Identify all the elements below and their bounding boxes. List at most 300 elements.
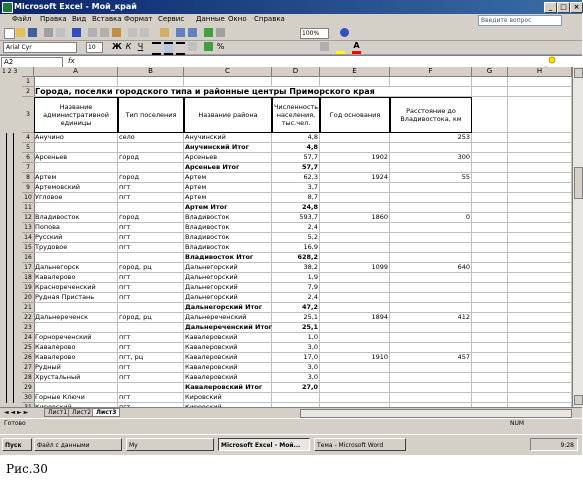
- column-header-c[interactable]: C: [184, 67, 272, 77]
- cell-district[interactable]: Артем: [184, 183, 272, 193]
- row-header[interactable]: 14: [22, 233, 35, 243]
- row-header[interactable]: 16: [22, 253, 35, 263]
- cell-district[interactable]: Дальнегорский: [184, 263, 272, 273]
- cell[interactable]: [508, 393, 572, 403]
- cell-distance[interactable]: [390, 143, 472, 153]
- menu-format[interactable]: Формат: [124, 15, 153, 23]
- cell[interactable]: [472, 193, 508, 203]
- cell[interactable]: [508, 293, 572, 303]
- name-box[interactable]: A2: [1, 57, 63, 68]
- column-header-d[interactable]: D: [272, 67, 320, 77]
- open-icon[interactable]: [16, 28, 25, 37]
- cell-population[interactable]: 2,4: [272, 223, 320, 233]
- cell-name[interactable]: Русский: [34, 233, 118, 243]
- cell[interactable]: [472, 263, 508, 273]
- row-header[interactable]: 7: [22, 163, 35, 173]
- cell[interactable]: [472, 97, 508, 133]
- cell-district[interactable]: Артем Итог: [184, 203, 272, 213]
- cell-distance[interactable]: 412: [390, 313, 472, 323]
- cell[interactable]: [508, 213, 572, 223]
- cell[interactable]: [472, 213, 508, 223]
- cell-name[interactable]: Кавалерово: [34, 343, 118, 353]
- cell-distance[interactable]: [390, 303, 472, 313]
- cell-year[interactable]: [320, 243, 390, 253]
- cell-type[interactable]: город, рц: [118, 313, 184, 323]
- cell-type[interactable]: [118, 253, 184, 263]
- row-header[interactable]: 28: [22, 373, 35, 383]
- cell-distance[interactable]: 253: [390, 133, 472, 143]
- cell-distance[interactable]: [390, 243, 472, 253]
- menu-tools[interactable]: Сервис: [158, 15, 185, 23]
- cell-name[interactable]: Дальнегорск: [34, 263, 118, 273]
- cell-distance[interactable]: [390, 343, 472, 353]
- cell-year[interactable]: [320, 183, 390, 193]
- cell-population[interactable]: 7,9: [272, 283, 320, 293]
- cell-district[interactable]: Артем: [184, 173, 272, 183]
- cell[interactable]: [472, 323, 508, 333]
- cell-type[interactable]: пгт: [118, 243, 184, 253]
- copy-icon[interactable]: [100, 28, 109, 37]
- cell[interactable]: [508, 303, 572, 313]
- cell-population[interactable]: 24,8: [272, 203, 320, 213]
- menu-view[interactable]: Вид: [72, 15, 87, 23]
- cell-type[interactable]: пгт: [118, 373, 184, 383]
- cell-population[interactable]: 593,7: [272, 213, 320, 223]
- cell-distance[interactable]: [390, 273, 472, 283]
- column-title[interactable]: Расстояние до Владивостока, км: [390, 97, 472, 133]
- column-header-b[interactable]: B: [118, 67, 184, 77]
- cell-type[interactable]: [118, 143, 184, 153]
- cell[interactable]: [472, 77, 508, 87]
- cut-icon[interactable]: [88, 28, 97, 37]
- cell[interactable]: [508, 313, 572, 323]
- cell[interactable]: [508, 363, 572, 373]
- close-button[interactable]: ×: [570, 2, 583, 13]
- cell-district[interactable]: Дальнереченский Итог: [185, 323, 273, 331]
- cell[interactable]: [508, 97, 572, 133]
- cell-distance[interactable]: [390, 363, 472, 373]
- cell[interactable]: [472, 363, 508, 373]
- cell-district[interactable]: Анучинский Итог: [184, 143, 272, 153]
- cell-year[interactable]: 1860: [320, 213, 390, 223]
- currency-icon[interactable]: [204, 42, 213, 51]
- cell-district[interactable]: Дальнереченский: [184, 313, 272, 323]
- cell-district[interactable]: Артем: [184, 193, 272, 203]
- cell-year[interactable]: [320, 333, 390, 343]
- minimize-button[interactable]: _: [544, 2, 557, 13]
- cell-name[interactable]: Кавалерово: [34, 273, 118, 283]
- row-header[interactable]: 4: [22, 133, 35, 143]
- row-header[interactable]: 3: [22, 97, 35, 133]
- cell-year[interactable]: [320, 203, 390, 213]
- cell-year[interactable]: [320, 273, 390, 283]
- cell-type[interactable]: пгт: [118, 333, 184, 343]
- row-header[interactable]: 5: [22, 143, 35, 153]
- cell-year[interactable]: [320, 383, 390, 393]
- cell[interactable]: [508, 163, 572, 173]
- cell-district[interactable]: Владивосток: [184, 243, 272, 253]
- cell-name[interactable]: Горнореченский: [34, 333, 118, 343]
- cell[interactable]: [508, 353, 572, 363]
- outline-level-buttons[interactable]: 1 2 3: [2, 68, 18, 75]
- cell-distance[interactable]: [390, 163, 472, 173]
- cell-type[interactable]: пгт: [118, 183, 184, 193]
- autosum-icon[interactable]: [160, 28, 169, 37]
- row-header[interactable]: 27: [22, 363, 35, 373]
- cell[interactable]: [472, 243, 508, 253]
- row-header[interactable]: 17: [22, 263, 35, 273]
- bold-icon[interactable]: Ж: [112, 42, 122, 51]
- cell-distance[interactable]: [390, 333, 472, 343]
- cell[interactable]: [508, 173, 572, 183]
- cell-type[interactable]: пгт, рц: [118, 353, 184, 363]
- row-header[interactable]: 21: [22, 303, 35, 313]
- cell-year[interactable]: [320, 143, 390, 153]
- cell[interactable]: [508, 193, 572, 203]
- row-header[interactable]: 23: [22, 323, 35, 333]
- row-header[interactable]: 13: [22, 223, 35, 233]
- cell-year[interactable]: [320, 323, 390, 333]
- cell-distance[interactable]: 0: [390, 213, 472, 223]
- print-icon[interactable]: [44, 28, 53, 37]
- cell-district[interactable]: Кавалеровский: [184, 373, 272, 383]
- cell[interactable]: [34, 77, 118, 87]
- task-item-word[interactable]: [314, 438, 406, 451]
- font-size-select[interactable]: 10: [86, 42, 103, 53]
- cell[interactable]: [508, 133, 572, 143]
- cell[interactable]: [472, 183, 508, 193]
- cell-name[interactable]: Хрустальный: [34, 373, 118, 383]
- column-title[interactable]: Численность населения, тыс.чел.: [272, 97, 320, 133]
- task-item-my[interactable]: [126, 438, 214, 451]
- cell[interactable]: [472, 153, 508, 163]
- row-header[interactable]: 19: [22, 283, 35, 293]
- cell[interactable]: [472, 283, 508, 293]
- cell-distance[interactable]: [390, 253, 472, 263]
- column-title[interactable]: Год основания: [320, 97, 390, 133]
- cell-population[interactable]: 3,0: [272, 373, 320, 383]
- borders-icon[interactable]: [320, 42, 329, 51]
- cell-population[interactable]: 3,0: [272, 363, 320, 373]
- cell-population[interactable]: 4,8: [272, 143, 320, 153]
- cell-name[interactable]: Рудный: [34, 363, 118, 373]
- cell-year[interactable]: 1099: [320, 263, 390, 273]
- font-color-icon[interactable]: A: [352, 42, 361, 54]
- cell-population[interactable]: 2,4: [272, 293, 320, 303]
- cell-district[interactable]: Кавалеровский: [184, 363, 272, 373]
- row-header[interactable]: 11: [22, 203, 35, 213]
- merge-center-icon[interactable]: [188, 42, 197, 51]
- cell[interactable]: [472, 173, 508, 183]
- sort-asc-icon[interactable]: [176, 28, 185, 37]
- cell-year[interactable]: [320, 193, 390, 203]
- cell[interactable]: [472, 343, 508, 353]
- cell[interactable]: [272, 77, 320, 87]
- cell-name[interactable]: Анучино: [34, 133, 118, 143]
- cell-name[interactable]: [34, 253, 118, 263]
- maximize-button[interactable]: □: [557, 2, 570, 13]
- cell-type[interactable]: город: [118, 153, 184, 163]
- scroll-down-icon[interactable]: [574, 395, 583, 405]
- cell[interactable]: [508, 143, 572, 153]
- cell-year[interactable]: [320, 223, 390, 233]
- cell-population[interactable]: 3,7: [272, 183, 320, 193]
- cell-name[interactable]: Краснореченский: [34, 283, 118, 293]
- cell-type[interactable]: село: [118, 133, 184, 143]
- help-icon[interactable]: [340, 28, 349, 37]
- cell-population[interactable]: [272, 393, 320, 403]
- cell[interactable]: [472, 383, 508, 393]
- preview-icon[interactable]: [56, 28, 65, 37]
- cell-distance[interactable]: [390, 223, 472, 233]
- cell[interactable]: [184, 77, 272, 87]
- cell[interactable]: [472, 203, 508, 213]
- cell[interactable]: [508, 383, 572, 393]
- cell-population[interactable]: 57,7: [272, 163, 320, 173]
- cell[interactable]: [472, 333, 508, 343]
- cell-name[interactable]: [34, 303, 118, 313]
- cell-distance[interactable]: [390, 383, 472, 393]
- cell[interactable]: [472, 303, 508, 313]
- cell-district[interactable]: Арсеньев: [184, 153, 272, 163]
- cell[interactable]: [508, 87, 572, 97]
- cell-name[interactable]: [34, 163, 118, 173]
- cell-population[interactable]: 17,0: [272, 353, 320, 363]
- cell-year[interactable]: [320, 283, 390, 293]
- formula-input[interactable]: [80, 57, 530, 66]
- cell-year[interactable]: [320, 233, 390, 243]
- cell[interactable]: [472, 163, 508, 173]
- menu-window[interactable]: Окно: [228, 15, 247, 23]
- cell-name[interactable]: Владивосток: [34, 213, 118, 223]
- cell[interactable]: [508, 343, 572, 353]
- cell-name[interactable]: Артем: [34, 173, 118, 183]
- cell-type[interactable]: город: [118, 213, 184, 223]
- cell-district[interactable]: Кавалеровский: [184, 343, 272, 353]
- zoom-select[interactable]: 100%: [300, 28, 329, 39]
- new-icon[interactable]: [4, 28, 15, 39]
- cell-district[interactable]: Дальнегорский: [184, 293, 272, 303]
- cell-type[interactable]: [118, 383, 184, 393]
- row-header[interactable]: 22: [22, 313, 35, 323]
- cell-name[interactable]: [34, 203, 118, 213]
- column-header-e[interactable]: E: [320, 67, 390, 77]
- cell-name[interactable]: [34, 383, 118, 393]
- menu-data[interactable]: Данные: [196, 15, 225, 23]
- cell-type[interactable]: [118, 163, 184, 173]
- cell[interactable]: [472, 87, 508, 97]
- cell-year[interactable]: 1894: [320, 313, 390, 323]
- cell-year[interactable]: [320, 373, 390, 383]
- save-icon[interactable]: [28, 28, 37, 37]
- row-header[interactable]: 10: [22, 193, 35, 203]
- cell[interactable]: [472, 253, 508, 263]
- select-all-corner[interactable]: [22, 67, 34, 77]
- cell-name[interactable]: Горные Ключи: [34, 393, 118, 403]
- cell-population[interactable]: 8,7: [272, 193, 320, 203]
- cell[interactable]: [508, 263, 572, 273]
- column-title[interactable]: Название района: [184, 97, 272, 133]
- column-header-g[interactable]: G: [472, 67, 508, 77]
- cell-district[interactable]: Владивосток: [184, 213, 272, 223]
- cell-distance[interactable]: [390, 203, 472, 213]
- cell-district[interactable]: Анучинский: [184, 133, 272, 143]
- cell-distance[interactable]: 55: [390, 173, 472, 183]
- cell-population[interactable]: 3,0: [272, 343, 320, 353]
- cell-distance[interactable]: [390, 183, 472, 193]
- row-header[interactable]: 8: [22, 173, 35, 183]
- cell-type[interactable]: пгт: [118, 273, 184, 283]
- menu-insert[interactable]: Вставка: [92, 15, 122, 23]
- start-button[interactable]: [2, 438, 32, 451]
- cell-type[interactable]: пгт: [118, 343, 184, 353]
- cell-population[interactable]: 62,3: [272, 173, 320, 183]
- cell-year[interactable]: [320, 163, 390, 173]
- cell[interactable]: [472, 393, 508, 403]
- sort-desc-icon[interactable]: [188, 28, 197, 37]
- cell-name[interactable]: [34, 143, 118, 153]
- row-header[interactable]: 24: [22, 333, 35, 343]
- cell-type[interactable]: пгт: [118, 293, 184, 303]
- column-header-a[interactable]: A: [34, 67, 118, 77]
- menu-edit[interactable]: Правка: [40, 15, 67, 23]
- cell[interactable]: [508, 223, 572, 233]
- cell[interactable]: [508, 243, 572, 253]
- cell[interactable]: [118, 77, 184, 87]
- cell[interactable]: [508, 283, 572, 293]
- cell-type[interactable]: [118, 323, 184, 333]
- cell-population[interactable]: 57,7: [272, 153, 320, 163]
- tab-sheet2[interactable]: Лист2: [68, 408, 95, 417]
- cell[interactable]: [472, 273, 508, 283]
- cell-population[interactable]: 4,8: [272, 133, 320, 143]
- italic-icon[interactable]: К: [125, 42, 132, 51]
- cell-year[interactable]: 1924: [320, 173, 390, 183]
- cell-name[interactable]: Попова: [34, 223, 118, 233]
- row-header[interactable]: 29: [22, 383, 35, 393]
- cell[interactable]: [472, 233, 508, 243]
- cell-name[interactable]: Угловое: [34, 193, 118, 203]
- cell[interactable]: [390, 77, 472, 87]
- percent-icon[interactable]: %: [216, 42, 225, 51]
- cell-district[interactable]: Дальнегорский: [184, 283, 272, 293]
- cell-year[interactable]: [320, 393, 390, 403]
- align-left-icon[interactable]: [152, 42, 161, 55]
- tab-sheet3[interactable]: Лист3: [92, 408, 120, 417]
- cell-population[interactable]: 1,0: [272, 333, 320, 343]
- row-header[interactable]: 26: [22, 353, 35, 363]
- align-right-icon[interactable]: [176, 42, 185, 55]
- row-header[interactable]: 12: [22, 213, 35, 223]
- scroll-thumb[interactable]: [574, 167, 583, 199]
- cell-year[interactable]: [320, 293, 390, 303]
- cell[interactable]: [472, 313, 508, 323]
- font-select[interactable]: Arial Cyr: [3, 42, 77, 53]
- column-header-f[interactable]: F: [390, 67, 472, 77]
- cell[interactable]: [320, 77, 390, 87]
- cell-district[interactable]: Арсеньев Итог: [184, 163, 272, 173]
- cell-name[interactable]: [34, 323, 118, 333]
- cell-year[interactable]: [320, 133, 390, 143]
- cell[interactable]: [508, 273, 572, 283]
- cell-distance[interactable]: [390, 233, 472, 243]
- cell-population[interactable]: 25,1: [272, 323, 320, 333]
- cell[interactable]: [472, 293, 508, 303]
- cell-type[interactable]: пгт: [118, 283, 184, 293]
- spelling-icon[interactable]: [72, 28, 81, 37]
- cell[interactable]: [472, 223, 508, 233]
- cell[interactable]: [508, 253, 572, 263]
- cell-distance[interactable]: [390, 373, 472, 383]
- cell-district[interactable]: Кавалеровский: [184, 333, 272, 343]
- cell-district[interactable]: Владивосток: [184, 223, 272, 233]
- task-item-files[interactable]: [34, 438, 122, 451]
- cell[interactable]: [472, 353, 508, 363]
- row-header[interactable]: 1: [22, 77, 35, 87]
- cell[interactable]: [508, 153, 572, 163]
- cell-population[interactable]: 5,2: [272, 233, 320, 243]
- align-center-icon[interactable]: [164, 42, 173, 55]
- cell-distance[interactable]: [390, 283, 472, 293]
- row-header[interactable]: 6: [22, 153, 35, 163]
- scroll-up-icon[interactable]: [574, 68, 583, 78]
- cell-population[interactable]: 47,2: [272, 303, 320, 313]
- cell-population[interactable]: 1,9: [272, 273, 320, 283]
- tab-sheet1[interactable]: Лист1: [44, 408, 71, 417]
- chart-wizard-icon[interactable]: [204, 28, 213, 37]
- cell-name[interactable]: Арсеньев: [34, 153, 118, 163]
- cell[interactable]: [472, 133, 508, 143]
- cell-distance[interactable]: [390, 193, 472, 203]
- cell-year[interactable]: [320, 363, 390, 373]
- row-header[interactable]: 15: [22, 243, 35, 253]
- cell-name[interactable]: Рудная Пристань: [34, 293, 118, 303]
- cell-name[interactable]: Кавалерово: [34, 353, 118, 363]
- drawing-icon[interactable]: [216, 28, 225, 37]
- cell-type[interactable]: [118, 303, 184, 313]
- row-header[interactable]: 25: [22, 343, 35, 353]
- cell-type[interactable]: город: [118, 173, 184, 183]
- sheet-title[interactable]: Города, поселки городского типа и районные центры Приморского края: [34, 87, 472, 97]
- column-title[interactable]: Тип поселения: [118, 97, 184, 133]
- row-header[interactable]: 20: [22, 293, 35, 303]
- fill-color-icon[interactable]: [336, 42, 345, 54]
- cell-district[interactable]: Дальнегорский Итог: [184, 303, 272, 313]
- cell-population[interactable]: 38,2: [272, 263, 320, 273]
- cell-distance[interactable]: [390, 293, 472, 303]
- cell-district[interactable]: Кировский: [184, 393, 272, 403]
- cell[interactable]: [508, 323, 572, 333]
- task-item-excel[interactable]: [218, 438, 310, 451]
- menu-help[interactable]: Справка: [254, 15, 285, 23]
- cell-type[interactable]: [118, 203, 184, 213]
- cell-year[interactable]: 1910: [320, 353, 390, 363]
- underline-icon[interactable]: Ч: [137, 42, 144, 51]
- spreadsheet-grid[interactable]: [0, 67, 572, 407]
- cell[interactable]: [508, 373, 572, 383]
- cell-population[interactable]: 16,9: [272, 243, 320, 253]
- cell-type[interactable]: пгт: [118, 223, 184, 233]
- tab-scroll-icon[interactable]: ◄ ◄ ► ►: [4, 409, 29, 416]
- row-header[interactable]: 30: [22, 393, 35, 403]
- cell-type[interactable]: пгт: [118, 193, 184, 203]
- fx-icon[interactable]: fx: [68, 57, 75, 65]
- cell-district[interactable]: Кавалеровский: [184, 353, 272, 363]
- row-header[interactable]: 18: [22, 273, 35, 283]
- cell[interactable]: [508, 333, 572, 343]
- undo-icon[interactable]: [128, 28, 137, 37]
- column-title[interactable]: Название административной единицы: [34, 97, 118, 133]
